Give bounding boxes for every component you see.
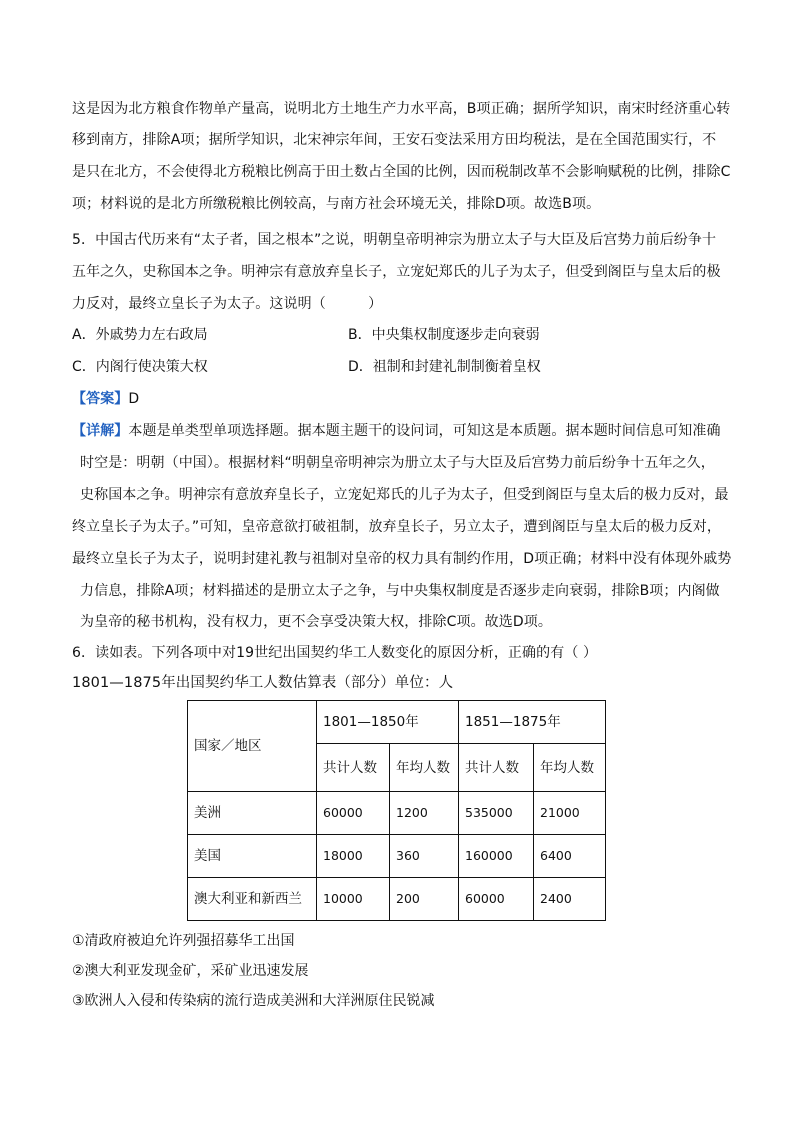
cell-p1-avg: 360 <box>390 835 459 878</box>
p2-total-header: 共计人数 <box>459 744 534 792</box>
q5-detail-line-2: 时空是：明朝（中国）。根据材料“明朝皇帝明神宗为册立太子与大臣及后宫势力前后纷争十五年之久， <box>80 455 715 471</box>
q5-stem-line-3: 力反对，最终立皇长子为太子。这说明（ ） <box>72 296 383 312</box>
table-row <box>188 792 606 835</box>
q5-option-b: B．中央集权制度逐步走向衰弱 <box>348 327 540 343</box>
explanation-line-2: 移到南方，排除A项；据所学知识，北宋神宗年间，王安石变法采用方田均税法，是在全国范围实行，不 <box>72 132 717 148</box>
cell-p1-avg: 1200 <box>390 792 459 835</box>
region-header: 国家／地区 <box>188 701 317 792</box>
row-region: 美洲 <box>188 792 317 835</box>
q5-stem-line-2: 五年之久，史称国本之争。明神宗有意放弃皇长子，立宠妃郑氏的儿子为太子，但受到阁臣与皇太后的极 <box>72 264 721 280</box>
q5-detail-line-1 <box>72 420 732 442</box>
q5-option-a: A．外戚势力左右政局 <box>72 327 208 343</box>
q5-detail-line-7: 为皇帝的秘书机构，没有权力，更不会享受决策大权，排除C项。故选D项。 <box>80 614 552 630</box>
explanation-line-4: 项；材料说的是北方所缴税粮比例较高，与南方社会环境无关，排除D项。故选B项。 <box>72 196 601 212</box>
row-region: 美国 <box>188 835 317 878</box>
q6-choice-3: ③欧洲人入侵和传染病的流行造成美洲和大洋洲原住民锐减 <box>72 993 435 1009</box>
q5-detail-line-5: 最终立皇长子为太子，说明封建礼教与祖制对皇帝的权力具有制约作用，D项正确；材料中没有体现外戚势 <box>72 551 732 567</box>
q5-detail-line-3: 史称国本之争。明神宗有意放弃皇长子，立宠妃郑氏的儿子为太子，但受到阁臣与皇太后的极力反对，最 <box>80 487 729 503</box>
cell-p1-total: 18000 <box>317 835 390 878</box>
q5-option-c: C．内阁行使决策大权 <box>72 359 208 375</box>
answer-value: D <box>128 391 140 407</box>
cell-p2-avg: 6400 <box>534 835 606 878</box>
detail-tag: 【详解】 <box>72 423 129 439</box>
p2-avg-header: 年均人数 <box>534 744 606 792</box>
answer-tag: 【答案】 <box>72 391 129 407</box>
explanation-line-3: 是只在北方，不会使得北方税粮比例高于田土数占全国的比例，因而税制改革不会影响赋税的比例，排除C <box>72 164 731 180</box>
cell-p2-total: 60000 <box>459 878 534 921</box>
cell-p2-total: 535000 <box>459 792 534 835</box>
q5-stem-line-1: 5．中国古代历来有“太子者，国之根本”之说，明朝皇帝明神宗为册立太子与大臣及后宫势力前后纷争十 <box>72 232 717 248</box>
table-row <box>188 835 606 878</box>
q6-stem: 6．读如表。下列各项中对19世纪出国契约华工人数变化的原因分析，正确的有（ ） <box>72 645 598 661</box>
cell-p1-avg: 200 <box>390 878 459 921</box>
cell-p1-total: 10000 <box>317 878 390 921</box>
q6-choice-2: ②澳大利亚发现金矿，采矿业迅速发展 <box>72 963 309 979</box>
q5-option-d: D．祖制和封建礼制制衡着皇权 <box>348 359 541 375</box>
explanation-line-1: 这是因为北方粮食作物单产量高，说明北方土地生产力水平高，B项正确；据所学知识，南宋时经济重心转 <box>72 101 731 117</box>
p1-avg-header: 年均人数 <box>390 744 459 792</box>
q6-table-caption: 1801—1875年出国契约华工人数估算表（部分）单位：人 <box>72 675 454 691</box>
detail-text-1: 本题是单类型单项选择题。据本题主题干的设问词，可知这是本质题。据本题时间信息可知准确 <box>128 423 721 439</box>
cell-p1-total: 60000 <box>317 792 390 835</box>
q6-choice-1: ①清政府被迫允许列强招募华工出国 <box>72 933 295 949</box>
cell-p2-avg: 21000 <box>534 792 606 835</box>
q5-detail-line-4: 终立皇长子为太子。”可知，皇帝意欲打破祖制，放弃皇长子，另立太子，遭到阁臣与皇太后的极力反对， <box>72 519 721 535</box>
data-table <box>187 700 606 921</box>
period-1-header: 1801—1850年 <box>317 701 459 744</box>
q5-answer <box>72 388 732 410</box>
row-region: 澳大利亚和新西兰 <box>188 878 317 921</box>
cell-p2-total: 160000 <box>459 835 534 878</box>
table-row <box>188 878 606 921</box>
q5-detail-line-6: 力信息，排除A项；材料描述的是册立太子之争，与中央集权制度是否逐步走向衰弱，排除B项；内阁做 <box>80 583 720 599</box>
p1-total-header: 共计人数 <box>317 744 390 792</box>
table-header-row-1 <box>188 701 606 744</box>
cell-p2-avg: 2400 <box>534 878 606 921</box>
period-2-header: 1851—1875年 <box>459 701 606 744</box>
